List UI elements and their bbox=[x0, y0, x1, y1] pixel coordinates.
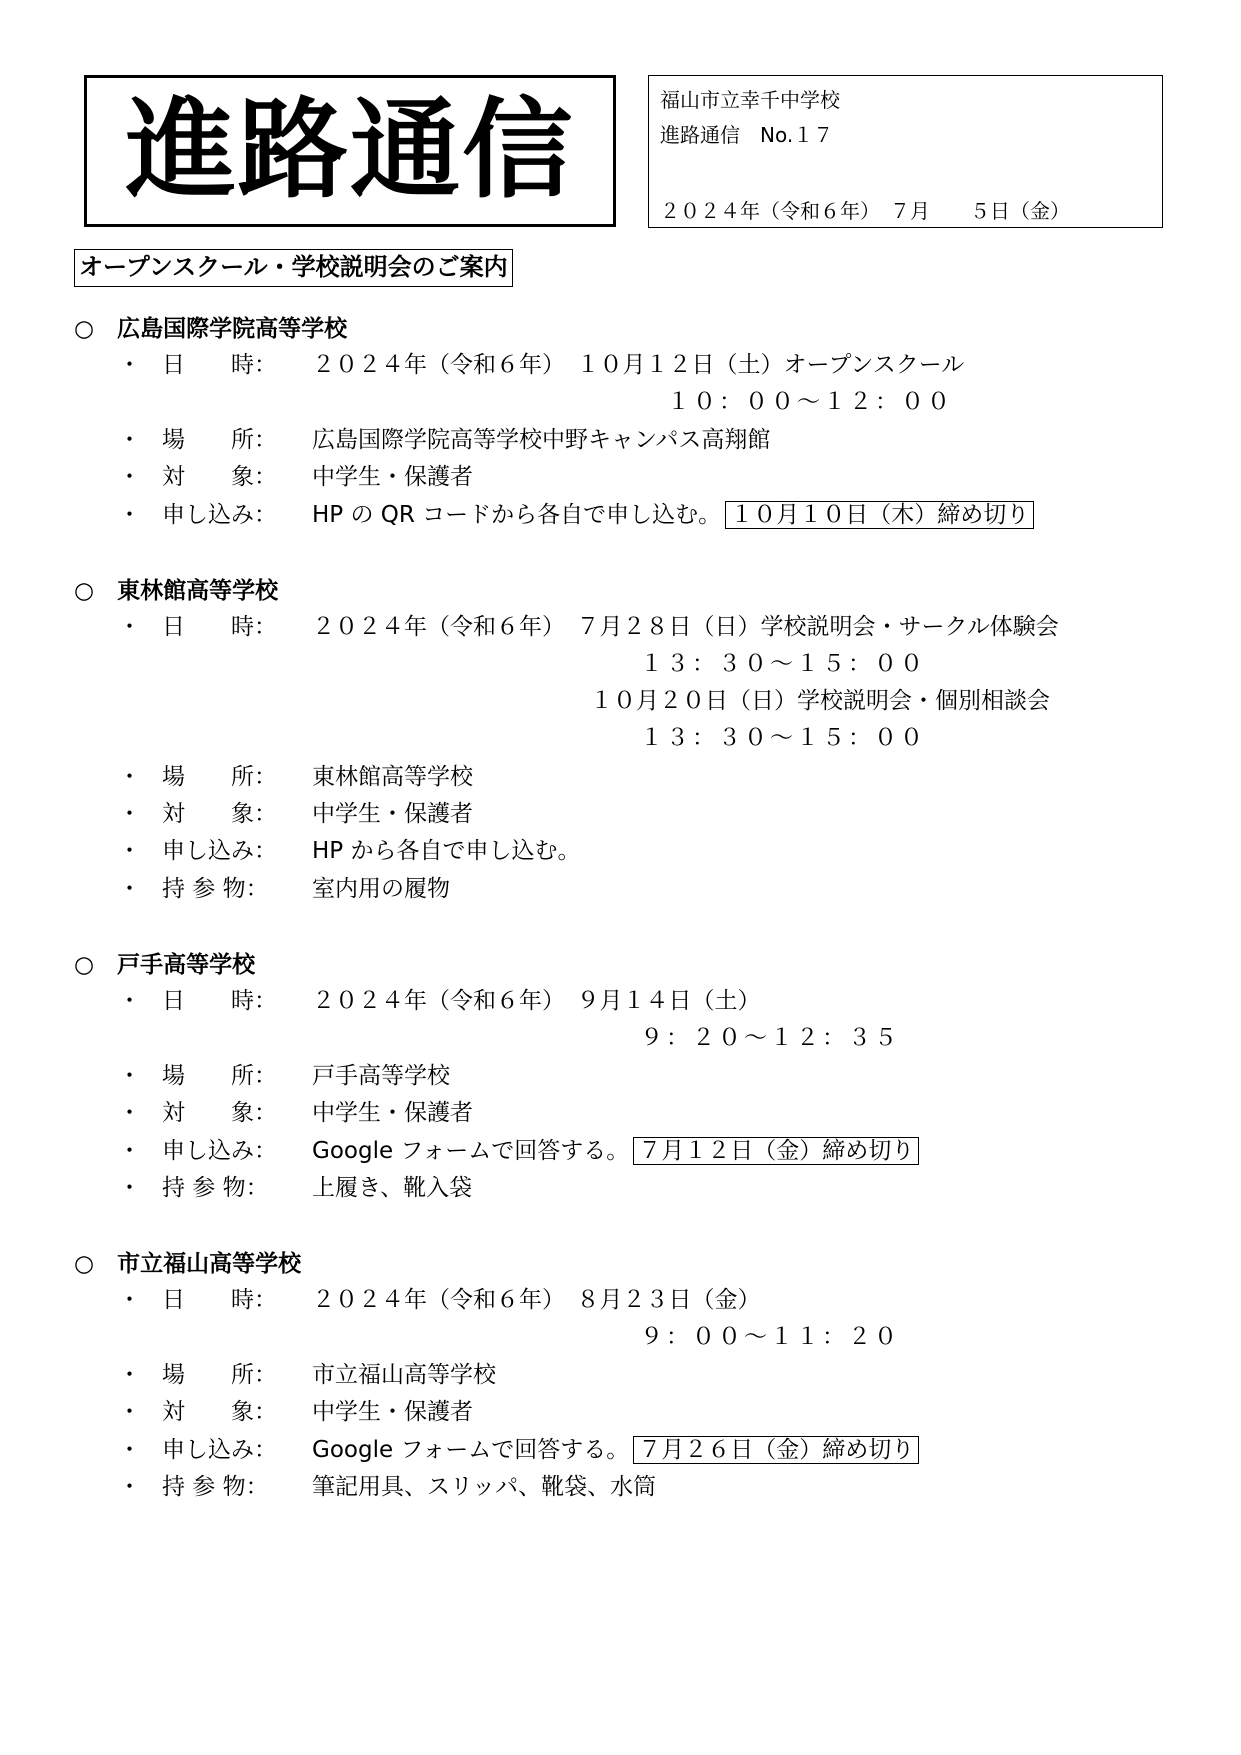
bullet: ・ bbox=[118, 1474, 141, 1500]
place-row bbox=[0, 1057, 1241, 1094]
bullet: ・ bbox=[118, 764, 141, 790]
time-value: ９：２０～１２：３５ bbox=[640, 1025, 900, 1051]
issue-date: ２０２４年（令和６年） ７月 ５日（金） bbox=[660, 199, 1070, 223]
bullet: ・ bbox=[118, 1287, 141, 1313]
target-value: 中学生・保護者 bbox=[312, 464, 473, 490]
bullet: ・ bbox=[118, 427, 141, 453]
date-row bbox=[0, 982, 1241, 1019]
bring-value: 室内用の履物 bbox=[312, 876, 450, 902]
target-label: 対 象： bbox=[162, 1100, 277, 1126]
time-value: １３：３０～１５：００ bbox=[640, 651, 926, 677]
bring-row bbox=[0, 870, 1241, 907]
place-row bbox=[0, 1356, 1241, 1393]
bullet: ・ bbox=[118, 502, 141, 528]
school-name-heading: ○ 市立福山高等学校 bbox=[74, 1251, 302, 1277]
date-value: ２０２４年（令和６年） ９月１４日（土） bbox=[312, 988, 761, 1014]
newsletter-title: 進路通信 bbox=[125, 88, 575, 213]
time-value: １０：００～１２：００ bbox=[667, 389, 953, 415]
bullet: ・ bbox=[118, 876, 141, 902]
apply-value: HP の QR コードから各自で申し込む。 bbox=[312, 502, 722, 528]
newsletter-title-box bbox=[84, 75, 616, 227]
bring-row bbox=[0, 1468, 1241, 1505]
place-label: 場 所： bbox=[162, 1063, 277, 1089]
target-row bbox=[0, 1393, 1241, 1430]
bullet: ・ bbox=[118, 801, 141, 827]
deadline-badge: １０月１０日（木）締め切り bbox=[725, 501, 1034, 529]
date-label: 日 時： bbox=[162, 614, 277, 640]
target-label: 対 象： bbox=[162, 1399, 277, 1425]
bring-value: 筆記用具、スリッパ、靴袋、水筒 bbox=[312, 1474, 657, 1500]
bullet: ・ bbox=[118, 1138, 141, 1164]
bullet: ・ bbox=[118, 838, 141, 864]
bullet: ・ bbox=[118, 1175, 141, 1201]
place-value: 戸手高等学校 bbox=[312, 1063, 450, 1089]
apply-value: Google フォームで回答する。 bbox=[312, 1437, 630, 1463]
target-label: 対 象： bbox=[162, 801, 277, 827]
bring-label: 持 参 物： bbox=[162, 1175, 269, 1201]
date-row bbox=[0, 1281, 1241, 1318]
apply-label: 申し込み： bbox=[162, 838, 277, 864]
bullet: ・ bbox=[118, 1437, 141, 1463]
date-value: ２０２４年（令和６年） １０月１２日（土）オープンスクール bbox=[312, 352, 965, 378]
bullet: ・ bbox=[118, 614, 141, 640]
place-row bbox=[0, 421, 1241, 458]
bullet: ・ bbox=[118, 1063, 141, 1089]
school-name-heading: ○ 戸手高等学校 bbox=[74, 952, 256, 978]
bullet: ・ bbox=[118, 1399, 141, 1425]
date-row bbox=[0, 608, 1241, 645]
date-value-second: １０月２０日（日）学校説明会・個別相談会 bbox=[590, 688, 1050, 714]
apply-value-wrap bbox=[312, 1431, 919, 1464]
school-name-heading: ○ 東林館高等学校 bbox=[74, 578, 279, 604]
place-label: 場 所： bbox=[162, 427, 277, 453]
apply-row bbox=[0, 832, 1241, 869]
date-label: 日 時： bbox=[162, 1287, 277, 1313]
time-value: ９：００～１１：２０ bbox=[640, 1324, 900, 1350]
school-name-heading: ○ 広島国際学院高等学校 bbox=[74, 316, 348, 342]
date-label: 日 時： bbox=[162, 988, 277, 1014]
place-value: 広島国際学院高等学校中野キャンパス高翔館 bbox=[312, 427, 771, 453]
bring-label: 持 参 物： bbox=[162, 1474, 269, 1500]
apply-value-wrap bbox=[312, 1132, 919, 1165]
school-name: 福山市立幸千中学校 bbox=[660, 88, 840, 112]
apply-label: 申し込み： bbox=[162, 502, 277, 528]
time-value-second: １３：３０～１５：００ bbox=[640, 725, 926, 751]
date-value: ２０２４年（令和６年） ７月２８日（日）学校説明会・サークル体験会 bbox=[312, 614, 1059, 640]
date-value: ２０２４年（令和６年） ８月２３日（金） bbox=[312, 1287, 761, 1313]
apply-value: Google フォームで回答する。 bbox=[312, 1138, 630, 1164]
bullet: ・ bbox=[118, 352, 141, 378]
target-value: 中学生・保護者 bbox=[312, 1399, 473, 1425]
bring-label: 持 参 物： bbox=[162, 876, 269, 902]
target-label: 対 象： bbox=[162, 464, 277, 490]
apply-label: 申し込み： bbox=[162, 1437, 277, 1463]
date-label: 日 時： bbox=[162, 352, 277, 378]
target-row bbox=[0, 1094, 1241, 1131]
apply-row bbox=[0, 1431, 1241, 1468]
place-label: 場 所： bbox=[162, 1362, 277, 1388]
target-value: 中学生・保護者 bbox=[312, 801, 473, 827]
deadline-badge: ７月１２日（金）締め切り bbox=[633, 1137, 919, 1165]
place-value: 東林館高等学校 bbox=[312, 764, 473, 790]
target-row bbox=[0, 795, 1241, 832]
place-value: 市立福山高等学校 bbox=[312, 1362, 496, 1388]
date-row bbox=[0, 346, 1241, 383]
place-row bbox=[0, 758, 1241, 795]
bullet: ・ bbox=[118, 464, 141, 490]
deadline-badge: ７月２６日（金）締め切り bbox=[633, 1436, 919, 1464]
bullet: ・ bbox=[118, 988, 141, 1014]
apply-row bbox=[0, 496, 1241, 533]
bullet: ・ bbox=[118, 1362, 141, 1388]
bring-row bbox=[0, 1169, 1241, 1206]
bullet: ・ bbox=[118, 1100, 141, 1126]
apply-label: 申し込み： bbox=[162, 1138, 277, 1164]
apply-value: HP から各自で申し込む。 bbox=[312, 838, 581, 864]
apply-value-wrap bbox=[312, 496, 1034, 529]
place-label: 場 所： bbox=[162, 764, 277, 790]
issue-number: 進路通信 No.１７ bbox=[660, 123, 834, 147]
issue-info-box bbox=[648, 75, 1163, 228]
apply-row bbox=[0, 1132, 1241, 1169]
bring-value: 上履き、靴入袋 bbox=[312, 1175, 473, 1201]
target-value: 中学生・保護者 bbox=[312, 1100, 473, 1126]
target-row bbox=[0, 458, 1241, 495]
main-heading: オープンスクール・学校説明会のご案内 bbox=[74, 249, 513, 287]
